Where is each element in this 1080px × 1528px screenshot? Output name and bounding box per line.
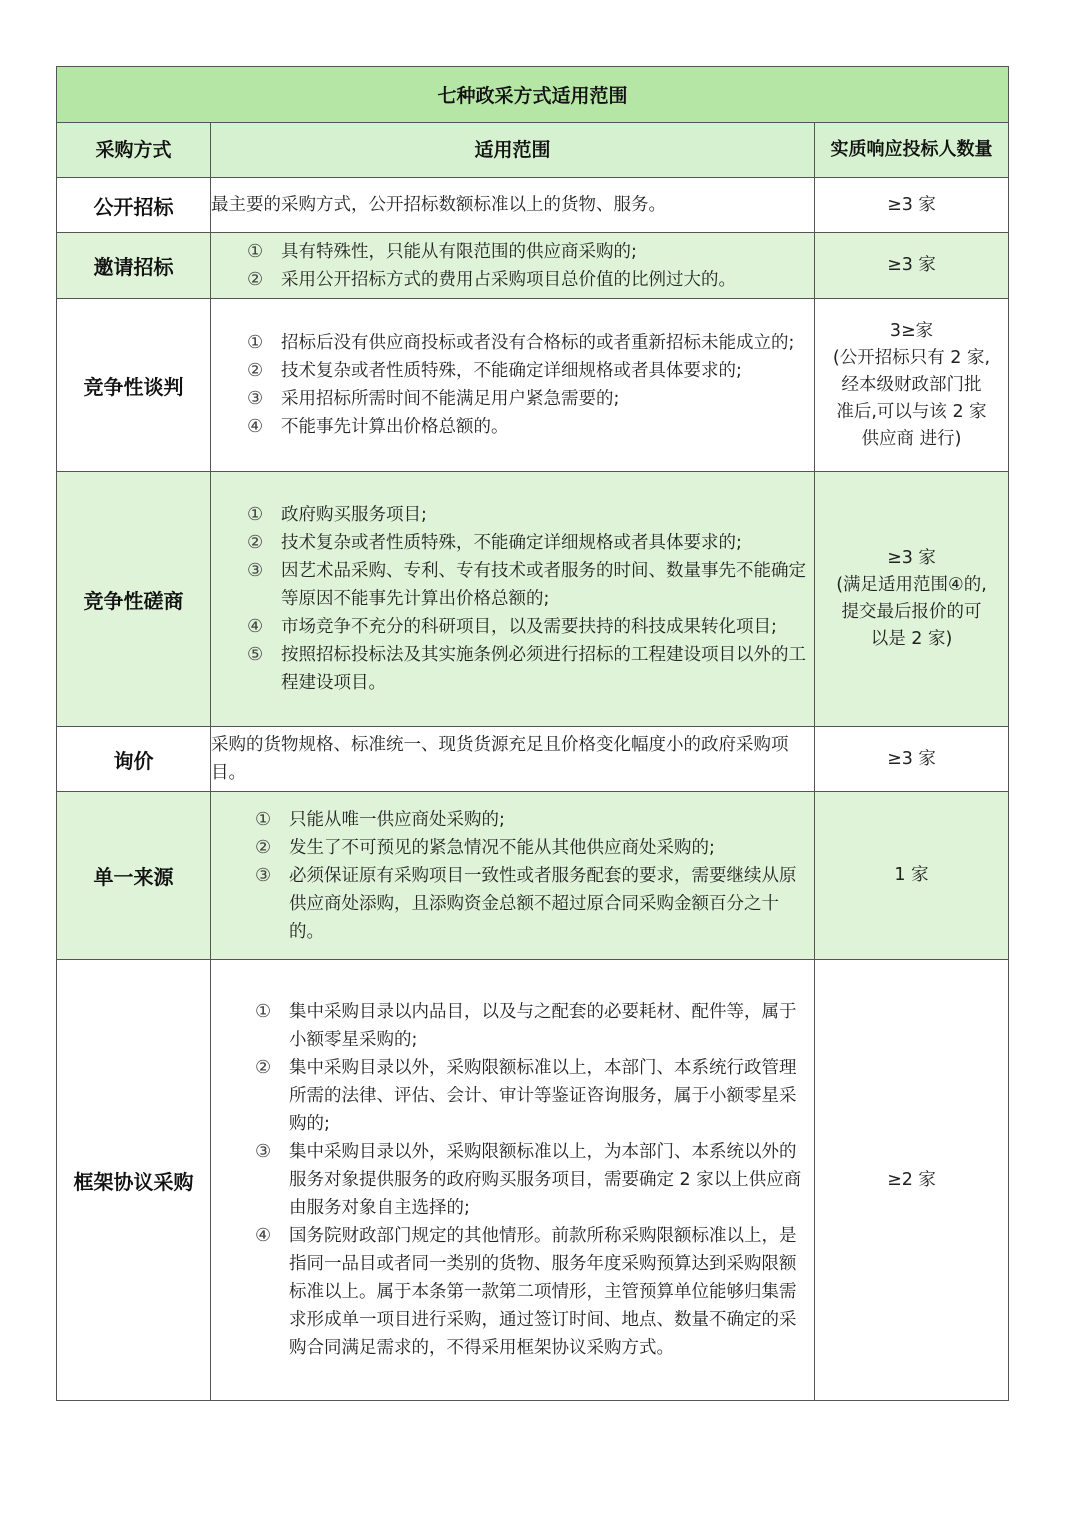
method-name: 单一来源	[57, 792, 211, 960]
table-title: 七种政采方式适用范围	[57, 67, 1009, 123]
table-row	[57, 178, 1009, 233]
item-text: 必须保证原有采购项目一致性或者服务配套的要求，需要继续从原供应商处添购，且添购资金总额不超过原合同采购金额百分之十的。	[289, 865, 797, 942]
table-row	[57, 299, 1009, 472]
item-text: 集中采购目录以外，采购限额标准以上，本部门、本系统行政管理所需的法律、评估、会计、审计等鉴证咨询服务，属于小额零星采购的;	[289, 1058, 797, 1134]
item-text: 国务院财政部门规定的其他情形。前款所称采购限额标准以上，是指同一品目或者同一类别的货物、服务年度采购预算达到采购限额标准以上。属于本条第一款第二项情形，主管预算单位能够归集需求形成单一项目进行采购，通过签订时间、地点、数量不确定的采购合同满足需求的，不得采用框架协议采购方式。	[289, 1226, 797, 1358]
item-number: ⑤	[247, 644, 264, 665]
item-number: ②	[255, 1057, 272, 1078]
item-text: 具有特殊性，只能从有限范围的供应商采购的;	[281, 241, 637, 262]
procurement-methods-table	[56, 66, 1009, 1401]
scope-item	[247, 329, 806, 357]
count-line: 以是 2 家)	[870, 629, 953, 649]
item-number: ①	[247, 504, 264, 525]
scope-item	[255, 998, 806, 1054]
table-row	[57, 960, 1009, 1401]
item-number: ①	[247, 332, 264, 353]
method-name: 公开招标	[57, 178, 211, 233]
item-number: ③	[247, 560, 264, 581]
scope-item	[247, 385, 806, 413]
item-number: ②	[255, 836, 272, 858]
count-line: 经本级财政部门批	[841, 374, 982, 395]
item-number: ②	[247, 268, 264, 290]
method-name: 竞争性磋商	[57, 472, 211, 727]
count-line: (公开招标只有 2 家,	[832, 347, 991, 368]
header-method: 采购方式	[57, 123, 211, 178]
item-number: ④	[255, 1225, 272, 1246]
bidder-count	[815, 299, 1009, 472]
count-line: 准后,可以与该 2 家	[836, 401, 987, 422]
count-line: 提交最后报价的可	[841, 602, 982, 622]
item-text: 因艺术品采购、专利、专有技术或者服务的时间、数量事先不能确定等原因不能事先计算出价格总额的;	[281, 561, 806, 609]
item-text: 集中采购目录以外，采购限额标准以上，为本部门、本系统以外的服务对象提供服务的政府购买服务项目，需要确定 2 家以上供应商由服务对象自主选择的;	[289, 1142, 802, 1218]
item-text: 采用招标所需时间不能满足用户紧急需要的;	[281, 389, 620, 409]
item-text: 按照招标投标法及其实施条例必须进行招标的工程建设项目以外的工程建设项目。	[281, 645, 806, 693]
bidder-count: ≥3 家	[815, 233, 1009, 299]
scope-list	[211, 960, 815, 1401]
item-text: 政府购买服务项目;	[281, 505, 427, 525]
item-number: ④	[247, 616, 264, 637]
scope-item	[247, 613, 806, 641]
item-text: 采用公开招标方式的费用占采购项目总价值的比例过大的。	[281, 269, 736, 290]
item-number: ④	[247, 416, 264, 437]
item-number: ②	[247, 360, 264, 381]
scope-list	[211, 472, 815, 727]
item-number: ①	[255, 808, 272, 830]
scope-item	[255, 1054, 806, 1138]
table-row	[57, 792, 1009, 960]
method-name: 询价	[57, 727, 211, 792]
item-text: 发生了不可预见的紧急情况不能从其他供应商处采购的;	[289, 837, 715, 858]
item-text: 技术复杂或者性质特殊，不能确定详细规格或者具体要求的;	[281, 533, 742, 553]
bidder-count: ≥2 家	[815, 960, 1009, 1401]
method-name: 竞争性谈判	[57, 299, 211, 472]
item-text: 招标后没有供应商投标或者没有合格标的或者重新招标未能成立的;	[281, 333, 795, 353]
table-row	[57, 233, 1009, 299]
scope-item	[247, 557, 806, 613]
item-number: ②	[247, 532, 264, 553]
item-text: 集中采购目录以内品目，以及与之配套的必要耗材、配件等，属于小额零星采购的;	[289, 1002, 797, 1050]
scope-item	[255, 862, 806, 946]
scope-item	[247, 641, 806, 697]
bidder-count	[815, 472, 1009, 727]
item-text: 只能从唯一供应商处采购的;	[289, 809, 505, 830]
method-name: 框架协议采购	[57, 960, 211, 1401]
scope-item	[247, 266, 806, 294]
count-line: ≥3 家	[887, 548, 936, 568]
item-number: ①	[247, 240, 264, 262]
item-number: ③	[255, 864, 272, 886]
bidder-count: ≥3 家	[815, 178, 1009, 233]
item-number: ①	[255, 1001, 272, 1022]
scope-list	[211, 299, 815, 472]
bidder-count: 1 家	[815, 792, 1009, 960]
scope-item	[247, 238, 806, 266]
item-text: 市场竞争不充分的科研项目，以及需要扶持的科技成果转化项目;	[281, 617, 777, 637]
scope-list	[211, 792, 815, 960]
scope-item	[255, 1138, 806, 1222]
item-number: ③	[247, 388, 264, 409]
scope-item	[255, 806, 806, 834]
scope-list	[211, 233, 815, 299]
scope-item	[247, 413, 806, 441]
table-row	[57, 472, 1009, 727]
table-row	[57, 727, 1009, 792]
count-line: (满足适用范围④的,	[836, 575, 987, 595]
header-count: 实质响应投标人数量	[815, 123, 1009, 178]
bidder-count: ≥3 家	[815, 727, 1009, 792]
scope-item	[247, 501, 806, 529]
count-line: 3≥家	[889, 320, 934, 341]
count-line: 供应商 进行)	[861, 428, 962, 449]
scope-text: 采购的货物规格、标准统一、现货货源充足且价格变化幅度小的政府采购项目。	[211, 727, 815, 792]
scope-item	[255, 834, 806, 862]
item-number: ③	[255, 1141, 272, 1162]
item-text: 不能事先计算出价格总额的。	[281, 417, 509, 437]
table-header-row	[57, 123, 1009, 178]
header-scope: 适用范围	[211, 123, 815, 178]
item-text: 技术复杂或者性质特殊，不能确定详细规格或者具体要求的;	[281, 361, 742, 381]
scope-text: 最主要的采购方式，公开招标数额标准以上的货物、服务。	[211, 178, 815, 233]
method-name: 邀请招标	[57, 233, 211, 299]
scope-item	[247, 529, 806, 557]
scope-item	[247, 357, 806, 385]
scope-item	[255, 1222, 806, 1362]
